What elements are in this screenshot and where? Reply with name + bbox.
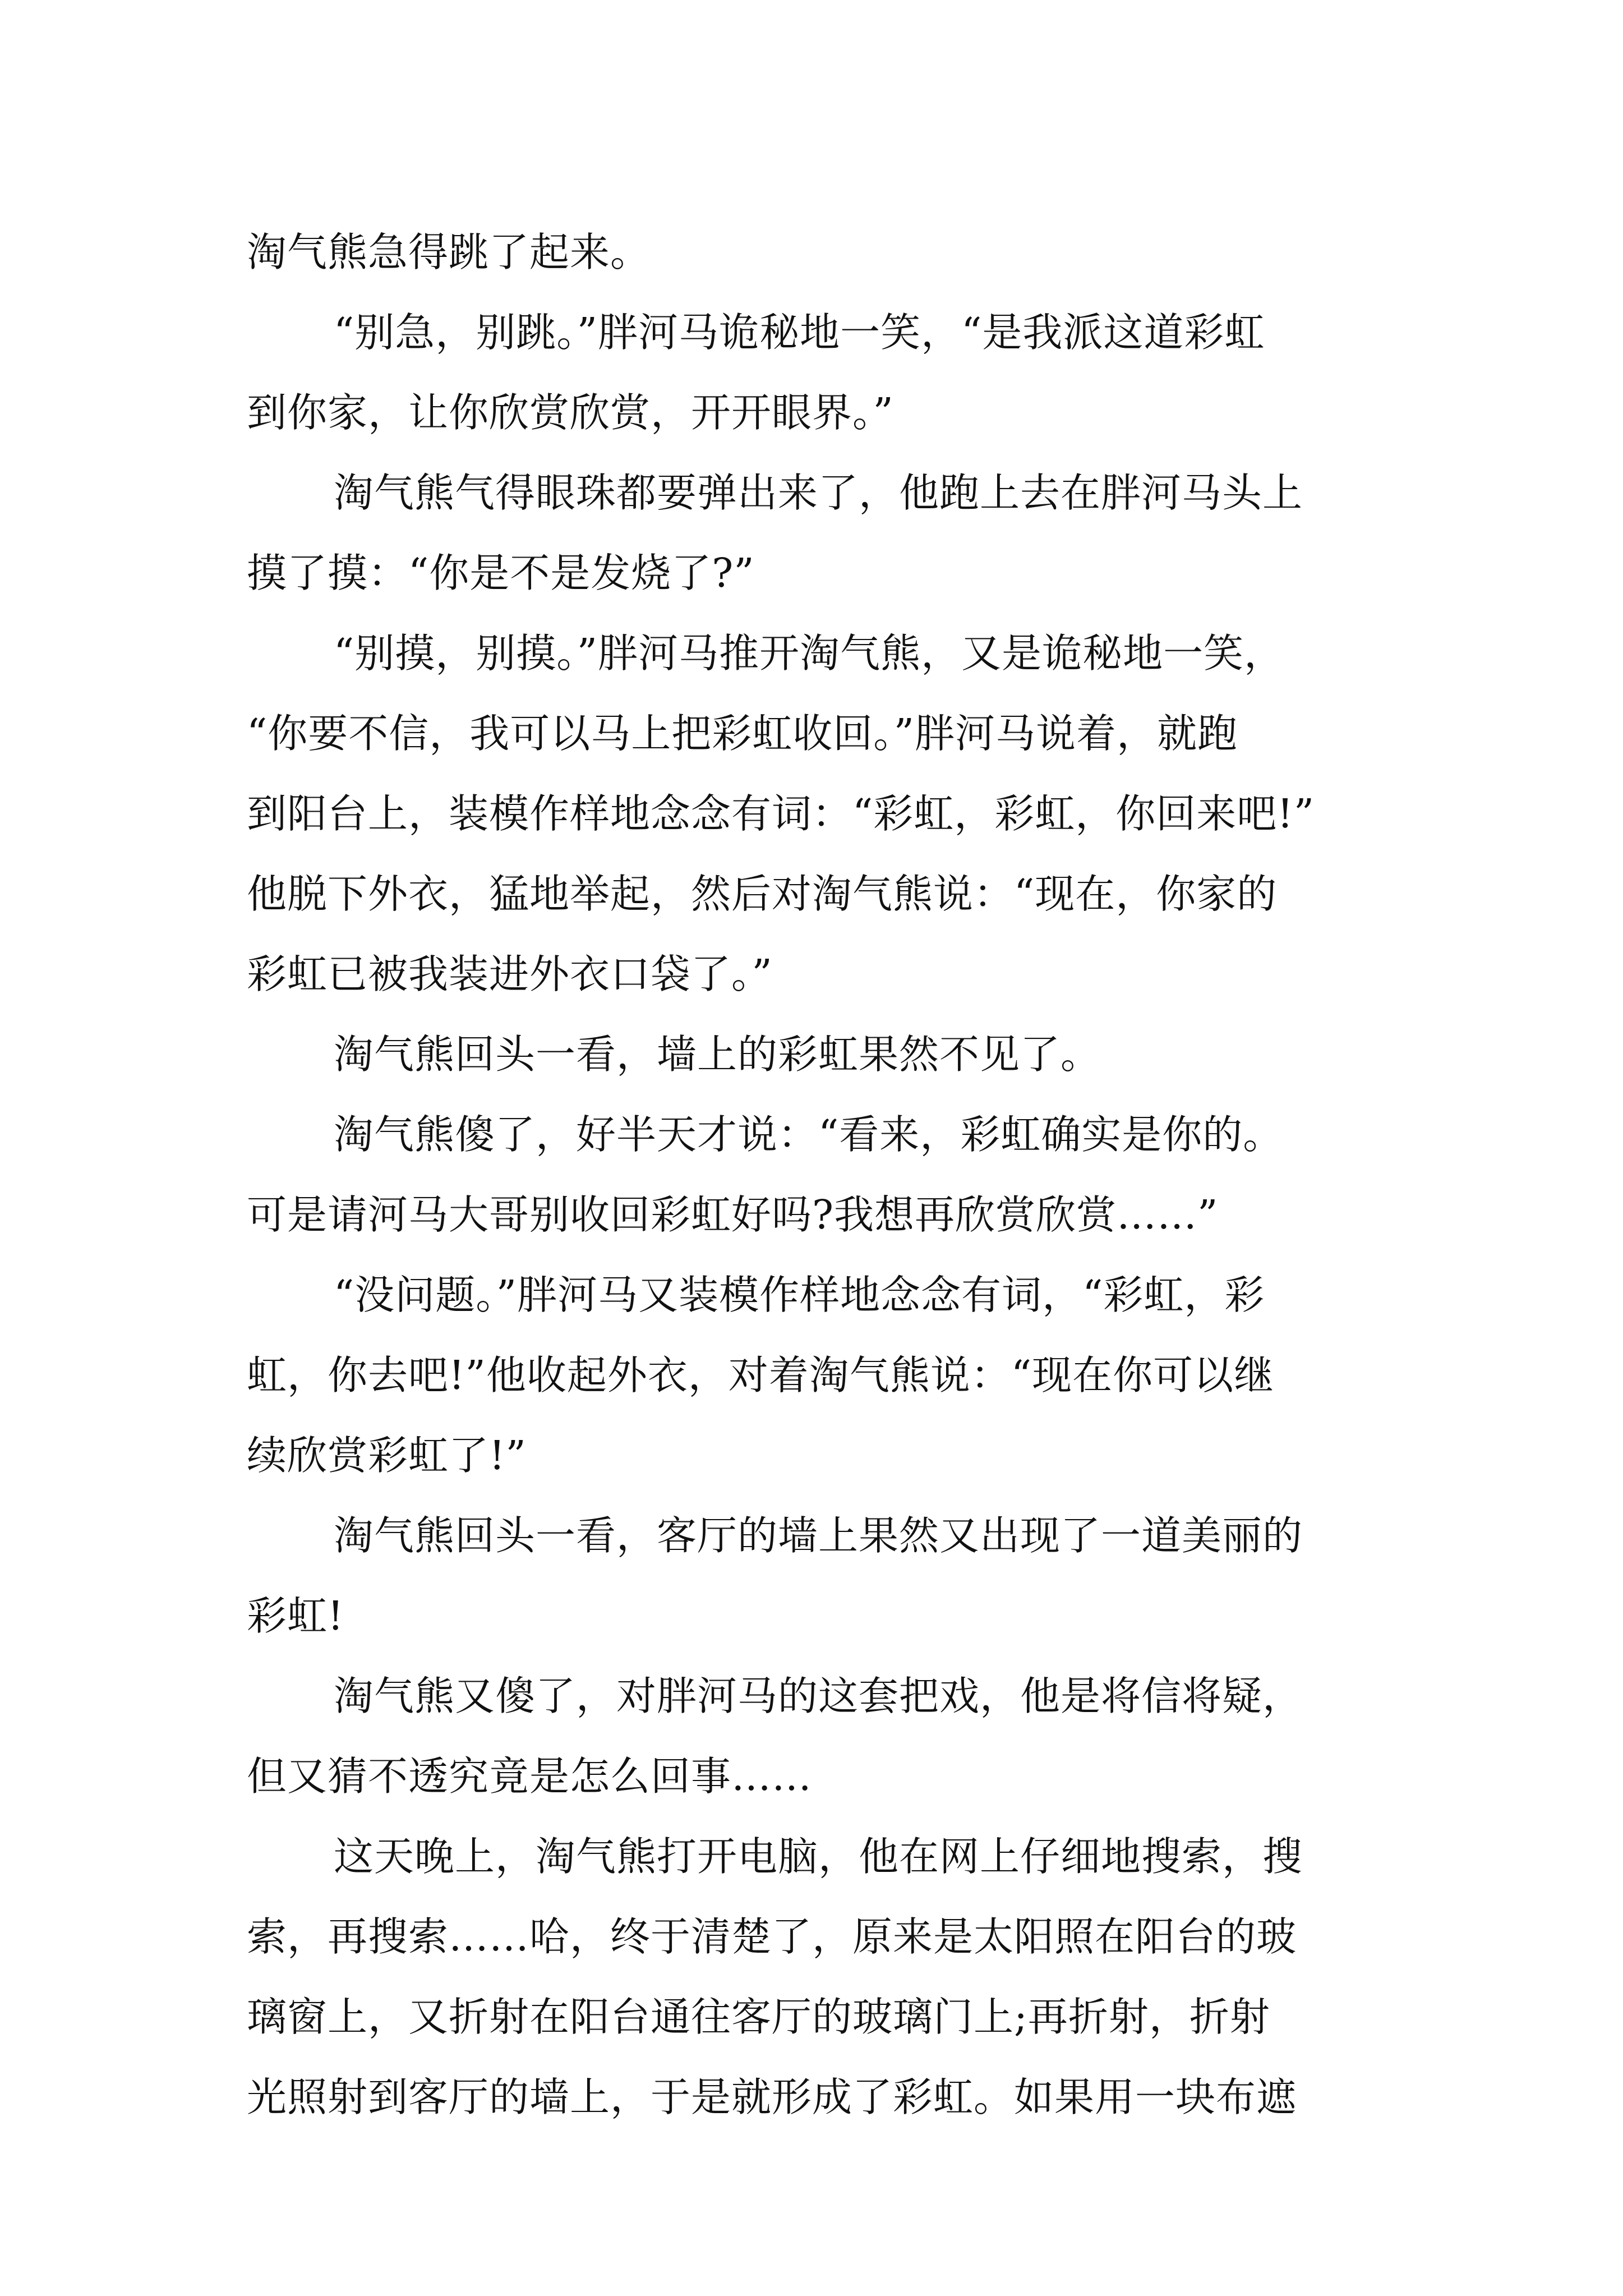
text-line: 光照射到客厅的墙上，于是就形成了彩虹。如果用一块布遮 <box>247 2074 1297 2120</box>
text-line: 但又猜不透究竟是怎么回事…… <box>247 1753 813 1800</box>
text-line: 淘气熊急得跳了起来。 <box>247 229 651 275</box>
text-line: 淘气熊又傻了，对胖河马的这套把戏，他是将信将疑， <box>334 1673 1303 1719</box>
text-line: 续欣赏彩虹了!” <box>247 1432 527 1479</box>
text-line: “别摸，别摸。”胖河马推开淘气熊，又是诡秘地一笑， <box>334 630 1285 677</box>
text-line: “别急，别跳。”胖河马诡秘地一笑，“是我派这道彩虹 <box>334 309 1265 356</box>
text-line: 到你家，让你欣赏欣赏，开开眼界。” <box>247 389 894 436</box>
text-line: 淘气熊回头一看，墙上的彩虹果然不见了。 <box>334 1031 1101 1078</box>
text-line: 虹，你去吧!”他收起外衣，对着淘气熊说：“现在你可以继 <box>247 1352 1275 1398</box>
text-line: “没问题。”胖河马又装模作样地念念有词，“彩虹，彩 <box>334 1272 1265 1318</box>
text-line: 璃窗上，又折射在阳台通往客厅的玻璃门上;再折射，折射 <box>247 1994 1270 2040</box>
text-line: 淘气熊傻了，好半天才说：“看来，彩虹确实是你的。 <box>334 1111 1284 1158</box>
text-line: 摸了摸：“你是不是发烧了?” <box>247 550 755 596</box>
text-line: 淘气熊气得眼珠都要弹出来了，他跑上去在胖河马头上 <box>334 470 1303 516</box>
text-line: 索，再搜索……哈，终于清楚了，原来是太阳照在阳台的玻 <box>247 1913 1297 1960</box>
story-text <box>247 212 1441 2137</box>
text-line: 淘气熊回头一看，客厅的墙上果然又出现了一道美丽的 <box>334 1512 1303 1559</box>
text-line: 可是请河马大哥别收回彩虹好吗?我想再欣赏欣赏……” <box>247 1191 1219 1238</box>
text-line: 到阳台上，装模作样地念念有词：“彩虹，彩虹，你回来吧!” <box>247 790 1315 837</box>
text-line: 彩虹已被我装进外衣口袋了。” <box>247 951 773 997</box>
text-line: 彩虹! <box>247 1593 344 1639</box>
text-line: 这天晚上，淘气熊打开电脑，他在网上仔细地搜索，搜 <box>334 1833 1303 1880</box>
text-line: 他脱下外衣，猛地举起，然后对淘气熊说：“现在，你家的 <box>247 871 1278 917</box>
text-line: “你要不信，我可以马上把彩虹收回。”胖河马说着，就跑 <box>247 710 1238 757</box>
